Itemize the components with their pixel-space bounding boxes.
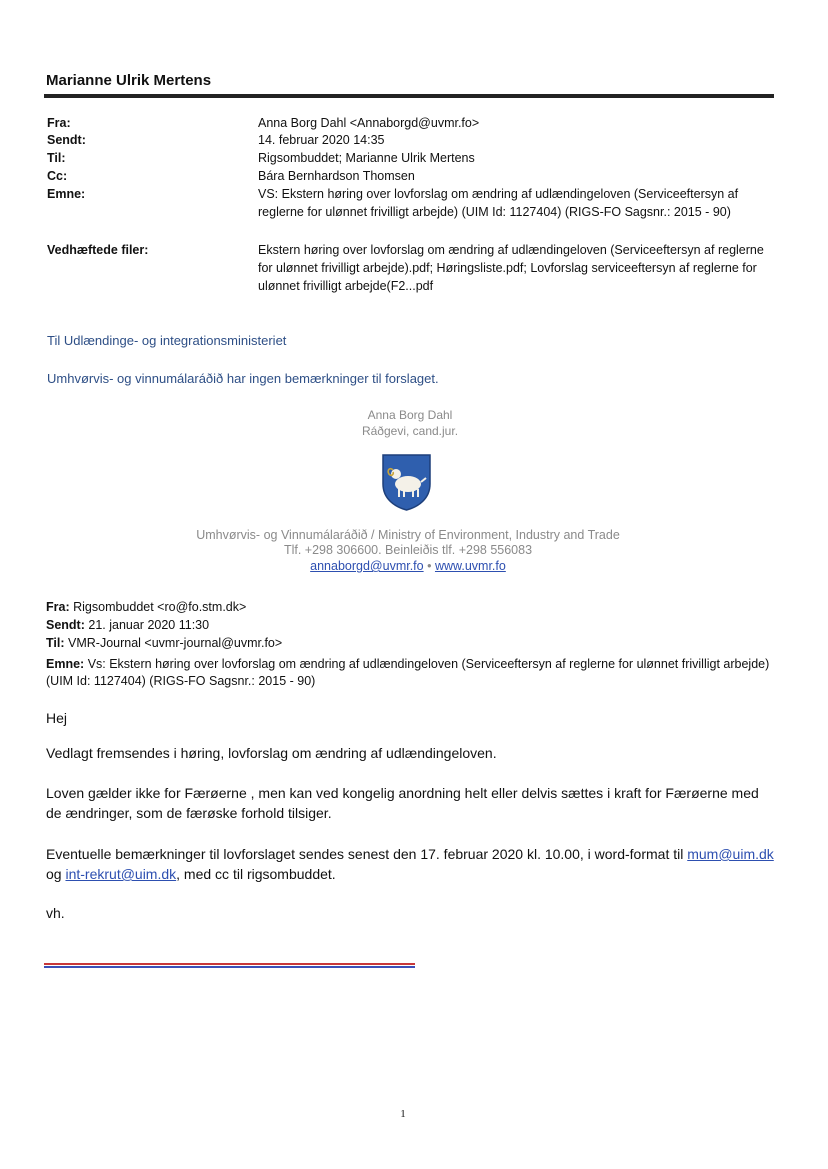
header-divider xyxy=(44,94,774,98)
signature-separator: • xyxy=(427,559,432,573)
body-closing: vh. xyxy=(46,905,65,921)
subject-label: Emne: xyxy=(47,187,86,201)
signature-title: Ráðgevi, cand.jur. xyxy=(361,424,459,438)
mum-email-link[interactable]: mum@uim.dk xyxy=(687,846,774,862)
footer-divider-red xyxy=(44,963,415,965)
forwarded-from-label: Fra: xyxy=(46,600,70,614)
body-paragraph-3-end: , med cc til rigsombuddet. xyxy=(176,866,336,882)
cc-label: Cc: xyxy=(47,169,68,183)
signature-phone: Tlf. +298 306600. Beinleiðis tlf. +298 556083 xyxy=(283,543,533,557)
body-paragraph-3 xyxy=(46,844,776,884)
forwarded-from xyxy=(46,599,776,616)
forwarded-to-label: Til: xyxy=(46,636,65,650)
page-number: 1 xyxy=(400,1108,406,1120)
forwarded-sent-label: Sendt: xyxy=(46,618,85,632)
forwarded-sent xyxy=(46,617,776,634)
subject-value: VS: Ekstern høring over lovforslag om ændring af udlændingeloven (Serviceeftersyn af reglerne for ulønnet frivilligt arbejde) (UIM Id: 1127404) (RIGS-FO Sagsnr.: 2015 - 90) xyxy=(258,187,739,219)
sent-label: Sendt: xyxy=(47,133,86,147)
signature-ministry: Umhvørvis- og Vinnumálaráðið / Ministry of Environment, Industry and Trade xyxy=(196,528,620,542)
forwarded-subject xyxy=(46,656,776,690)
body-paragraph-1: Vedlagt fremsendes i høring, lovforslag om ændring af udlændingeloven. xyxy=(46,745,497,761)
from-label: Fra: xyxy=(47,116,71,130)
reply-salutation: Til Udlændinge- og integrationsministeriet xyxy=(47,333,287,348)
to-value: Rigsombuddet; Marianne Ulrik Mertens xyxy=(258,151,475,165)
reply-message: Umhvørvis- og vinnumálaráðið har ingen bemærkninger til forslaget. xyxy=(47,371,439,386)
attachments-value[interactable]: Ekstern høring over lovforslag om ændring af udlændingeloven (Serviceeftersyn af reglerne for ulønnet frivilligt arbejde).pdf; Høringsliste.pdf; Lovforslag serviceeftersyn af reglerne for ulønnet frivilligt arbejde(F2...pdf xyxy=(258,243,764,293)
signature-name: Anna Borg Dahl xyxy=(367,408,453,422)
mailbox-owner-name: Marianne Ulrik Mertens xyxy=(46,72,212,89)
forwarded-to-value: VMR-Journal <uvmr-journal@uvmr.fo> xyxy=(68,636,283,650)
body-paragraph-2: Loven gælder ikke for Færøerne , men kan ved kongelig anordning helt eller delvis sættes i kraft for Færøerne med de ændringer, som de færøske forhold tilsiger. xyxy=(46,785,759,821)
signature-web-link[interactable]: www.uvmr.fo xyxy=(434,559,506,573)
body-paragraph-3-og: og xyxy=(46,866,62,882)
cc-value: Bára Bernhardson Thomsen xyxy=(258,169,415,183)
signature-links xyxy=(0,559,816,573)
ram-coat-of-arms-icon xyxy=(382,454,431,511)
forwarded-sent-value: 21. januar 2020 11:30 xyxy=(88,618,210,632)
to-label: Til: xyxy=(47,151,66,165)
forwarded-subject-value: Vs: Ekstern høring over lovforslag om ændring af udlændingeloven (Serviceeftersyn af reglerne for ulønnet frivilligt arbejde) (UIM Id: 1127404) (RIGS-FO Sagsnr.: 2015 - 90) xyxy=(46,657,770,688)
body-paragraph-3-text: Eventuelle bemærkninger til lovforslaget sendes senest den 17. februar 2020 kl. 10.00, i word-format til xyxy=(46,846,684,862)
signature-email-link[interactable]: annaborgd@uvmr.fo xyxy=(310,559,424,573)
forwarded-subject-label: Emne: xyxy=(46,657,85,671)
body-greeting: Hej xyxy=(46,710,68,726)
footer-divider-blue xyxy=(44,966,415,968)
sent-value: 14. februar 2020 14:35 xyxy=(258,133,385,147)
from-value: Anna Borg Dahl <Annaborgd@uvmr.fo> xyxy=(258,116,480,130)
int-rekrut-email-link[interactable]: int-rekrut@uim.dk xyxy=(65,866,177,882)
attachments-label: Vedhæftede filer: xyxy=(47,243,149,257)
forwarded-to xyxy=(46,635,776,652)
forwarded-from-value: Rigsombuddet <ro@fo.stm.dk> xyxy=(73,600,247,614)
